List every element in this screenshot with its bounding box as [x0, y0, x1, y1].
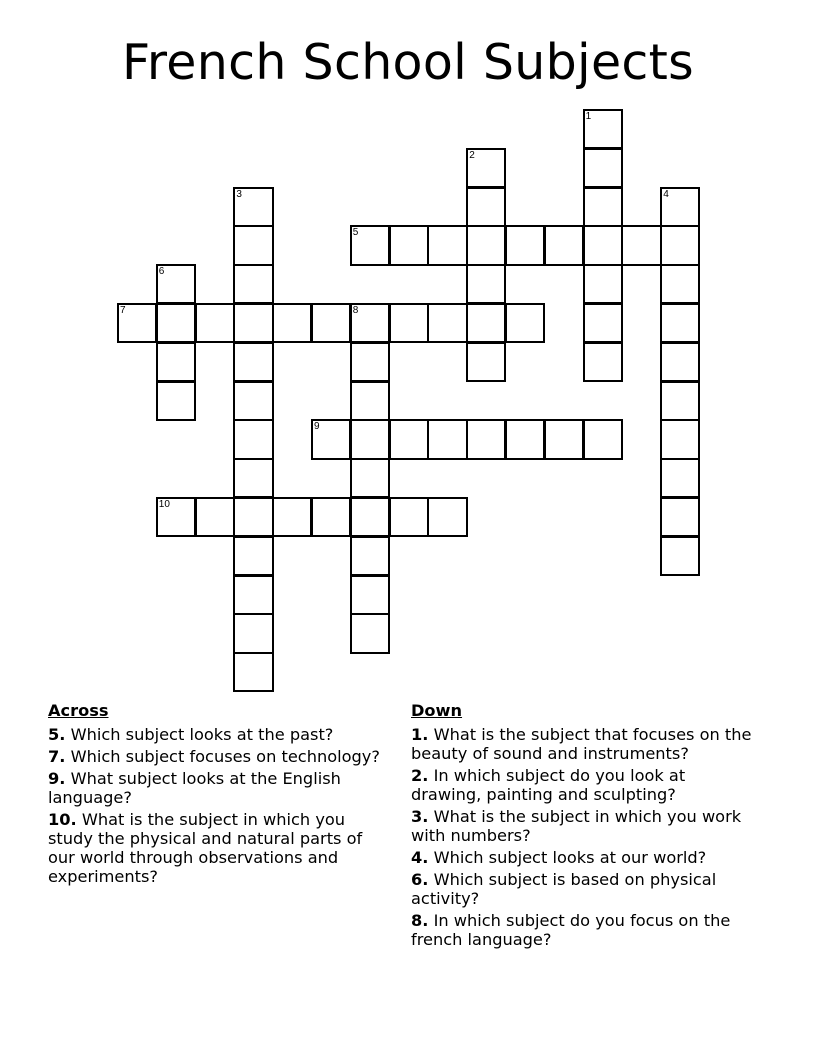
- cell-number: 2: [469, 149, 475, 161]
- crossword-cell[interactable]: [660, 536, 700, 576]
- crossword-cell[interactable]: [195, 303, 235, 343]
- crossword-cell[interactable]: [233, 652, 273, 692]
- crossword-cell[interactable]: [583, 225, 623, 265]
- cell-number: 1: [585, 111, 592, 122]
- crossword-cell[interactable]: [544, 225, 584, 265]
- crossword-cell[interactable]: [233, 419, 273, 459]
- crossword-cell[interactable]: [660, 187, 700, 227]
- crossword-cell[interactable]: [505, 225, 545, 265]
- crossword-cell[interactable]: [350, 225, 390, 265]
- cell-number: 6: [158, 266, 165, 278]
- crossword-cell[interactable]: [233, 613, 273, 653]
- clue-text: Which subject focuses on technology?: [65, 747, 380, 766]
- crossword-cell[interactable]: [660, 303, 700, 343]
- crossword-cell[interactable]: [350, 381, 390, 421]
- crossword-cell[interactable]: [466, 187, 506, 227]
- clue-text: Which subject looks at the past?: [65, 725, 334, 744]
- crossword-cell[interactable]: [233, 264, 273, 304]
- clue-number: 4.: [411, 848, 429, 867]
- clue-number: 6.: [411, 870, 429, 889]
- clue-text: In which subject do you look at drawing, painting and sculpting?: [411, 766, 686, 804]
- cell-number: 3: [236, 188, 242, 200]
- crossword-cell[interactable]: [156, 264, 196, 304]
- crossword-cell[interactable]: [660, 342, 700, 382]
- crossword-cell[interactable]: [272, 303, 312, 343]
- crossword-cell[interactable]: [427, 419, 467, 459]
- crossword-cell[interactable]: [233, 342, 273, 382]
- crossword-cell[interactable]: [350, 303, 390, 343]
- across-clues: [48, 701, 393, 889]
- crossword-cell[interactable]: [350, 536, 390, 576]
- crossword-cell[interactable]: [583, 148, 623, 188]
- crossword-cell[interactable]: [660, 419, 700, 459]
- cell-number: 10: [158, 499, 170, 510]
- clue-number: 1.: [411, 725, 429, 744]
- cell-number: 5: [352, 227, 359, 239]
- crossword-cell[interactable]: [233, 225, 273, 265]
- down-clue-3: [411, 807, 756, 845]
- crossword-cell[interactable]: [117, 303, 157, 343]
- crossword-cell[interactable]: [156, 497, 196, 537]
- clue-text: What is the subject that focuses on the beauty of sound and instruments?: [411, 725, 752, 763]
- crossword-cell[interactable]: [389, 497, 429, 537]
- crossword-cell[interactable]: [389, 303, 429, 343]
- down-clue-4: [411, 848, 756, 867]
- crossword-cell[interactable]: [389, 419, 429, 459]
- crossword-cell[interactable]: [660, 225, 700, 265]
- crossword-cell[interactable]: [544, 419, 584, 459]
- crossword-cell[interactable]: [350, 497, 390, 537]
- crossword-cell[interactable]: [583, 419, 623, 459]
- crossword-cell[interactable]: [583, 187, 623, 227]
- down-clue-2: [411, 766, 756, 804]
- clue-number: 3.: [411, 807, 429, 826]
- crossword-cell[interactable]: [156, 381, 196, 421]
- crossword-cell[interactable]: [156, 342, 196, 382]
- clue-number: 5.: [48, 725, 66, 744]
- clue-text: Which subject is based on physical activity?: [411, 870, 717, 908]
- crossword-cell[interactable]: [427, 497, 467, 537]
- clue-number: 10.: [48, 810, 77, 829]
- clue-text: In which subject do you focus on the french language?: [411, 911, 731, 949]
- clue-number: 9.: [48, 769, 66, 788]
- crossword-cell[interactable]: [466, 419, 506, 459]
- crossword-cell[interactable]: [621, 225, 661, 265]
- crossword-cell[interactable]: [233, 303, 273, 343]
- crossword-cell[interactable]: [350, 613, 390, 653]
- crossword-cell[interactable]: [466, 303, 506, 343]
- down-clue-1: [411, 725, 756, 763]
- crossword-cell[interactable]: [233, 536, 273, 576]
- crossword-cell[interactable]: [195, 497, 235, 537]
- crossword-cell[interactable]: [233, 458, 273, 498]
- crossword-cell[interactable]: [233, 381, 273, 421]
- clue-number: 7.: [48, 747, 66, 766]
- crossword-cell[interactable]: [156, 303, 196, 343]
- crossword-cell[interactable]: [311, 419, 351, 459]
- crossword-cell[interactable]: [311, 303, 351, 343]
- clue-number: 2.: [411, 766, 429, 785]
- crossword-cell[interactable]: [660, 458, 700, 498]
- crossword-cell[interactable]: [505, 419, 545, 459]
- crossword-cell[interactable]: [660, 497, 700, 537]
- clue-text: What is the subject in which you work with numbers?: [411, 807, 742, 845]
- clue-text: What is the subject in which you study the physical and natural parts of our world through observations and experiments?: [48, 810, 363, 886]
- crossword-cell[interactable]: [505, 303, 545, 343]
- crossword-cell[interactable]: [272, 497, 312, 537]
- crossword-cell[interactable]: [233, 575, 273, 615]
- crossword-cell[interactable]: [350, 575, 390, 615]
- down-clue-6: [411, 870, 756, 908]
- clue-number: 8.: [411, 911, 429, 930]
- crossword-cell[interactable]: [466, 148, 506, 188]
- crossword-cell[interactable]: [466, 264, 506, 304]
- crossword-cell[interactable]: [583, 342, 623, 382]
- crossword-cell[interactable]: [466, 342, 506, 382]
- crossword-cell[interactable]: [660, 381, 700, 421]
- across-clue-5: [48, 725, 393, 744]
- crossword-cell[interactable]: [350, 419, 390, 459]
- crossword-cell[interactable]: [466, 225, 506, 265]
- crossword-cell[interactable]: [583, 264, 623, 304]
- crossword-cell[interactable]: [233, 497, 273, 537]
- crossword-cell[interactable]: [427, 225, 467, 265]
- cell-number: 4: [663, 188, 669, 200]
- crossword-cell[interactable]: [350, 458, 390, 498]
- across-clue-7: [48, 747, 393, 766]
- down-clues: [411, 701, 756, 952]
- across-heading: Across: [48, 701, 109, 720]
- crossword-cell[interactable]: [660, 264, 700, 304]
- crossword-cell[interactable]: [583, 303, 623, 343]
- across-clue-9: [48, 769, 393, 807]
- cell-number: 7: [120, 305, 126, 316]
- clue-text: Which subject looks at our world?: [428, 848, 707, 867]
- down-clue-8: [411, 911, 756, 949]
- crossword-cell[interactable]: [350, 342, 390, 382]
- cell-number: 9: [314, 421, 320, 433]
- clue-text: What subject looks at the English language?: [48, 769, 341, 807]
- crossword-cell[interactable]: [389, 225, 429, 265]
- down-heading: Down: [411, 701, 463, 720]
- crossword-cell[interactable]: [427, 303, 467, 343]
- puzzle-title: French School Subjects: [121, 34, 694, 91]
- cell-number: 8: [352, 305, 359, 316]
- crossword-cell[interactable]: [311, 497, 351, 537]
- crossword-cell[interactable]: [583, 109, 623, 149]
- across-clue-10: [48, 810, 393, 886]
- crossword-cell[interactable]: [233, 187, 273, 227]
